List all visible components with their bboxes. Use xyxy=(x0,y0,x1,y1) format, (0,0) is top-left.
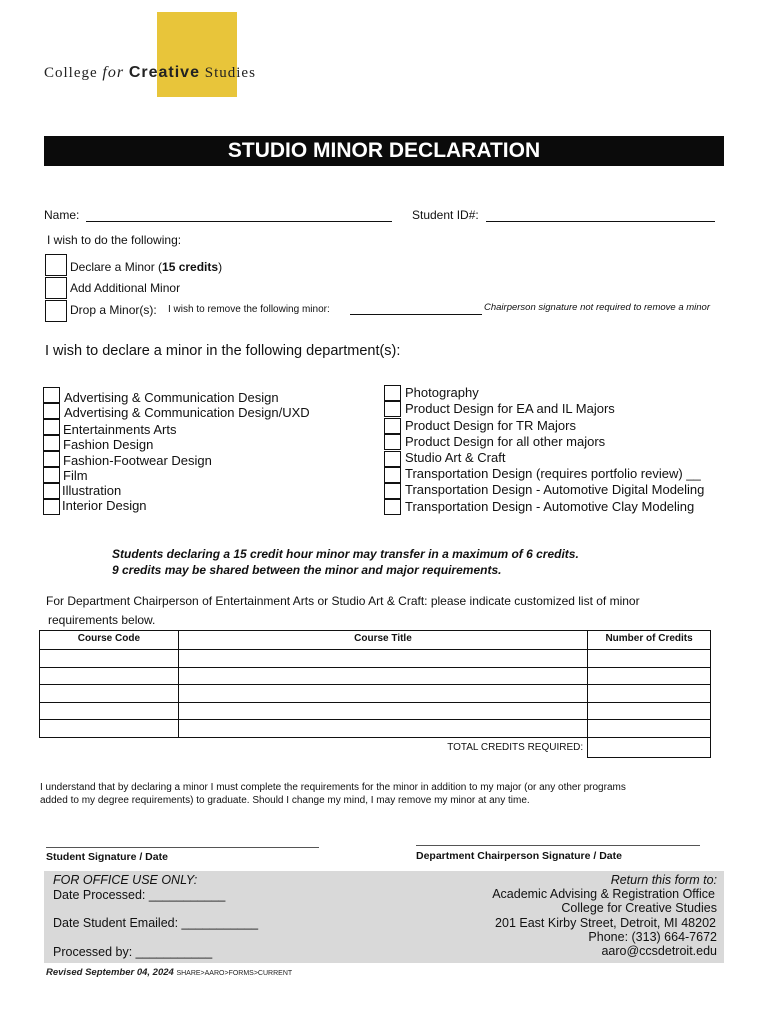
table-row xyxy=(40,667,711,685)
add-minor-label: Add Additional Minor xyxy=(70,281,181,295)
dept-illustration: Illustration xyxy=(62,483,122,498)
understand-line-1: I understand that by declaring a minor I must complete the requirements for the minor in addition to my major (or any other programs xyxy=(40,782,626,793)
intro-text: I wish to do the following: xyxy=(47,233,182,247)
checkbox-transportation[interactable] xyxy=(384,467,401,483)
transfer-note-line-2: 9 credits may be shared between the minor and major requirements. xyxy=(112,563,502,577)
return-heading: Return this form to: xyxy=(610,873,717,887)
return-email[interactable]: aaro@ccsdetroit.edu xyxy=(601,944,717,958)
college-logo: College for Creative Studies xyxy=(44,64,256,81)
checkbox-interior-design[interactable] xyxy=(43,499,60,515)
checkbox-product-other[interactable] xyxy=(384,434,401,450)
department-heading: I wish to declare a minor in the following department(s): xyxy=(45,343,401,359)
dept-interior-design: Interior Design xyxy=(62,498,147,513)
dept-fashion-footwear: Fashion-Footwear Design xyxy=(63,453,212,468)
drop-minor-field[interactable] xyxy=(350,314,482,315)
chair-signature-label: Department Chairperson Signature / Date xyxy=(416,850,622,862)
total-row xyxy=(40,737,711,757)
form-title: STUDIO MINOR DECLARATION xyxy=(44,136,724,166)
office-date-processed: Date Processed: ___________ xyxy=(53,888,226,902)
dept-photography: Photography xyxy=(405,385,479,400)
dept-fashion-design: Fashion Design xyxy=(63,437,154,452)
drop-minor-checkbox[interactable] xyxy=(45,300,67,322)
dept-product-tr: Product Design for TR Majors xyxy=(405,418,576,433)
logo-square xyxy=(157,12,237,97)
dept-transportation-digital: Transportation Design - Automotive Digital Modeling xyxy=(405,482,705,497)
declare-minor-label: Declare a Minor (15 credits) xyxy=(70,260,223,274)
transfer-note-line-1: Students declaring a 15 credit hour minor may transfer in a maximum of 6 credits. xyxy=(112,547,579,561)
office-heading: FOR OFFICE USE ONLY: xyxy=(53,873,198,887)
header-course-title: Course Title xyxy=(178,631,587,650)
checkbox-transportation-clay[interactable] xyxy=(384,499,401,515)
student-signature-label: Student Signature / Date xyxy=(46,851,168,863)
checkbox-adv-comm[interactable] xyxy=(43,387,60,403)
student-id-field[interactable] xyxy=(486,221,715,222)
dept-entertainment-arts: Entertainments Arts xyxy=(63,422,177,437)
name-label: Name: xyxy=(44,208,80,222)
checkbox-product-tr[interactable] xyxy=(384,418,401,434)
file-path: SHARE>AARO>FORMS>CURRENT xyxy=(176,970,293,977)
drop-minor-label: Drop a Minor(s): xyxy=(70,303,157,317)
return-college: College for Creative Studies xyxy=(561,901,717,915)
return-phone: Phone: (313) 664-7672 xyxy=(588,930,717,944)
checkbox-film[interactable] xyxy=(43,467,60,483)
checkbox-photography[interactable] xyxy=(384,385,401,401)
course-table xyxy=(39,630,711,758)
checkbox-adv-comm-uxd[interactable] xyxy=(43,403,60,419)
understand-line-2: added to my degree requirements) to graduate. Should I change my mind, I may remove my minor at any time. xyxy=(40,795,530,806)
drop-minor-sublabel: I wish to remove the following minor: xyxy=(168,304,330,315)
office-processed-by: Processed by: ___________ xyxy=(53,945,213,959)
dept-adv-comm: Advertising & Communication Design xyxy=(64,390,279,405)
return-address: 201 East Kirby Street, Detroit, MI 48202 xyxy=(495,916,716,930)
table-row xyxy=(40,685,711,703)
checkbox-product-ea-il[interactable] xyxy=(384,401,401,417)
checkbox-fashion-footwear[interactable] xyxy=(43,451,60,467)
checkbox-fashion-design[interactable] xyxy=(43,435,60,451)
table-row xyxy=(40,702,711,720)
table-row xyxy=(40,720,711,738)
checkbox-transportation-digital[interactable] xyxy=(384,483,401,499)
checkbox-studio-art[interactable] xyxy=(384,451,401,467)
checkbox-entertainment-arts[interactable] xyxy=(43,419,60,435)
chair-note-line-2: requirements below. xyxy=(48,613,156,627)
header-credits: Number of Credits xyxy=(588,631,711,650)
return-office: Academic Advising & Registration Office xyxy=(492,887,715,901)
chair-note-line-1: For Department Chairperson of Entertainment Arts or Studio Art & Craft: please indicate customized list of minor xyxy=(46,594,640,608)
name-field[interactable] xyxy=(86,221,392,222)
declare-minor-checkbox[interactable] xyxy=(45,254,67,276)
add-minor-checkbox[interactable] xyxy=(45,277,67,299)
drop-note: Chairperson signature not required to remove a minor xyxy=(484,302,711,313)
dept-studio-art: Studio Art & Craft xyxy=(405,450,506,465)
dept-product-other: Product Design for all other majors xyxy=(405,434,606,449)
student-signature-line[interactable] xyxy=(46,847,319,848)
office-date-emailed: Date Student Emailed: ___________ xyxy=(53,916,259,930)
total-credits-label: TOTAL CREDITS REQUIRED: xyxy=(178,737,587,757)
chair-signature-line[interactable] xyxy=(416,845,700,846)
dept-transportation-clay: Transportation Design - Automotive Clay Modeling xyxy=(405,499,695,514)
header-course-code: Course Code xyxy=(40,631,179,650)
table-row xyxy=(40,650,711,668)
total-credits-field[interactable] xyxy=(588,737,711,757)
dept-product-ea-il: Product Design for EA and IL Majors xyxy=(405,401,615,416)
dept-film: Film xyxy=(63,468,88,483)
dept-transportation: Transportation Design (requires portfolio review) __ xyxy=(405,466,701,481)
checkbox-illustration[interactable] xyxy=(43,483,60,499)
dept-adv-comm-uxd: Advertising & Communication Design/UXD xyxy=(64,405,310,420)
student-id-label: Student ID#: xyxy=(412,208,479,222)
revised-date: Revised September 04, 2024 SHARE>AARO>FORMS>CURRENT xyxy=(46,967,293,978)
